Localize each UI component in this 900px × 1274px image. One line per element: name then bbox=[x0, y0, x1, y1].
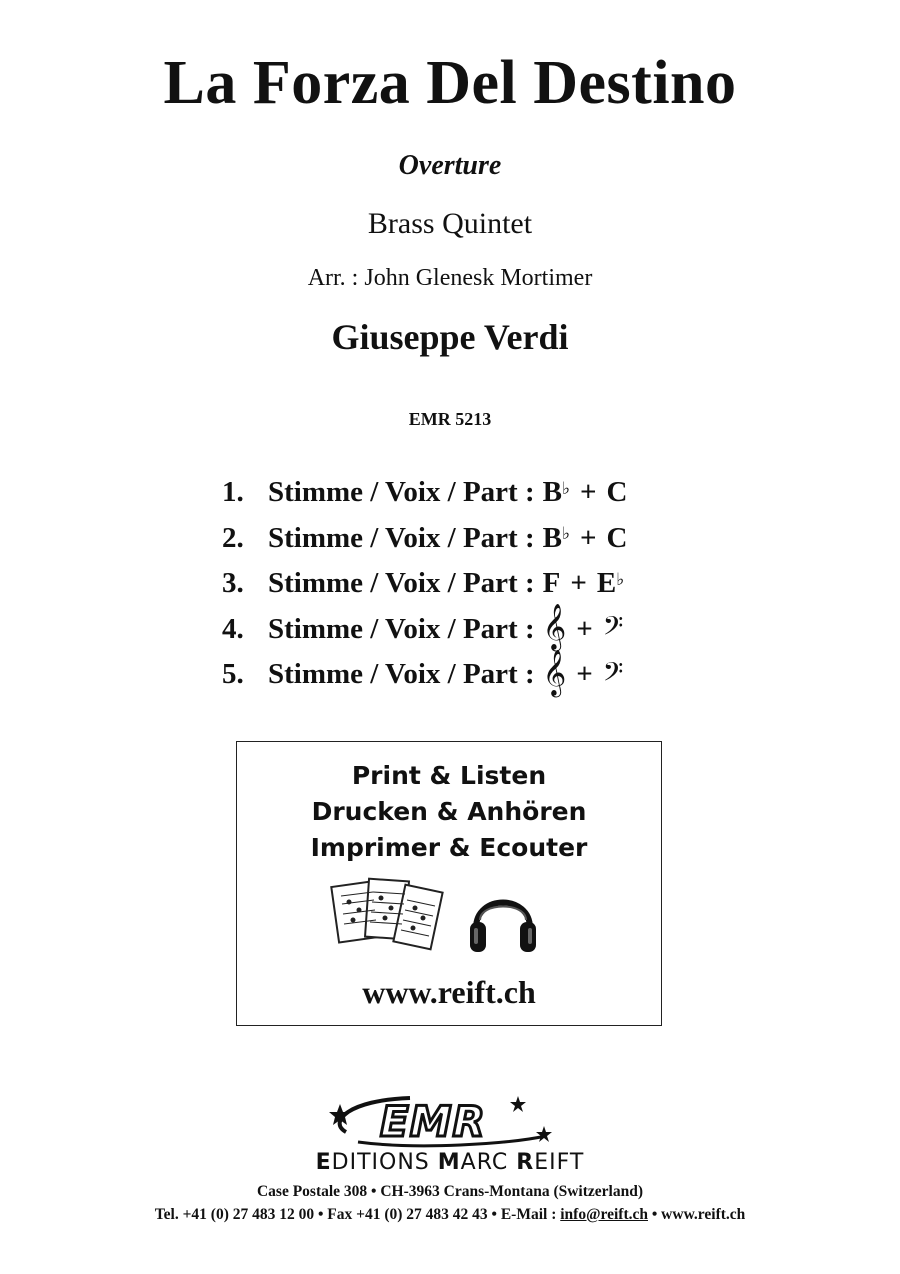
catalog-number: EMR 5213 bbox=[408, 409, 492, 429]
treble-clef-icon: 𝄞 bbox=[542, 604, 567, 651]
subtitle: Overture bbox=[398, 150, 502, 181]
publisher-word: EIFT bbox=[534, 1150, 585, 1175]
plus-sign: + bbox=[576, 612, 593, 645]
headphones-icon bbox=[468, 880, 538, 956]
publisher-name bbox=[0, 1150, 900, 1175]
part-item bbox=[222, 516, 627, 562]
part-number: 3. bbox=[222, 567, 244, 600]
key-name: C bbox=[606, 476, 628, 509]
plus-sign: + bbox=[579, 476, 597, 509]
promo-url: www.reift.ch bbox=[362, 974, 536, 1010]
contact-website: • www.reift.ch bbox=[648, 1206, 746, 1223]
promo-line-german: Drucken & Anhören bbox=[311, 797, 587, 826]
part-keys bbox=[543, 476, 628, 509]
flat-sign: ♭ bbox=[616, 569, 625, 589]
part-number: 2. bbox=[222, 521, 244, 554]
key-name: B bbox=[542, 521, 562, 554]
part-label: Stimme / Voix / Part : bbox=[268, 476, 535, 509]
part-item bbox=[222, 604, 627, 653]
promo-line-french: Imprimer & Ecouter bbox=[310, 833, 588, 862]
part-label: Stimme / Voix / Part : bbox=[268, 567, 535, 600]
print-listen-box bbox=[236, 741, 662, 1026]
part-keys bbox=[542, 649, 624, 696]
promo-line-english: Print & Listen bbox=[351, 761, 547, 790]
composer: Giuseppe Verdi bbox=[331, 317, 569, 357]
bass-clef-icon: 𝄢 bbox=[602, 655, 624, 694]
key-name: B bbox=[542, 476, 562, 509]
svg-text:EMR: EMR bbox=[380, 1097, 486, 1146]
part-label: Stimme / Voix / Part : bbox=[268, 521, 535, 554]
title: La Forza Del Destino bbox=[163, 49, 737, 117]
treble-clef-icon: 𝄞 bbox=[542, 649, 567, 696]
plus-sign: + bbox=[579, 521, 597, 554]
promo-lines bbox=[237, 758, 661, 866]
part-label: Stimme / Voix / Part : bbox=[268, 612, 535, 645]
publisher-contact bbox=[0, 1206, 900, 1224]
key-name: F bbox=[542, 567, 561, 600]
publisher-address: Case Postale 308 • CH-3963 Crans-Montana (Switzerland) bbox=[256, 1183, 643, 1200]
sheet-music-icon bbox=[329, 874, 449, 958]
flat-sign: ♭ bbox=[561, 524, 570, 544]
part-number: 1. bbox=[222, 476, 244, 509]
publisher-word: ARC bbox=[460, 1150, 517, 1175]
part-item bbox=[222, 649, 627, 698]
emr-logo bbox=[318, 1092, 558, 1150]
key-name: C bbox=[606, 521, 628, 554]
arranger: Arr. : John Glenesk Mortimer bbox=[307, 265, 593, 291]
publisher-initial: R bbox=[516, 1150, 535, 1175]
email-link[interactable]: info@reift.ch bbox=[560, 1206, 648, 1223]
publisher-word: DITIONS bbox=[331, 1150, 438, 1175]
plus-sign: + bbox=[576, 658, 593, 691]
part-number: 4. bbox=[222, 612, 244, 645]
publisher-initial: M bbox=[437, 1150, 461, 1175]
part-keys bbox=[542, 604, 624, 651]
bass-clef-icon: 𝄢 bbox=[602, 610, 624, 649]
part-item bbox=[222, 470, 627, 516]
instrumentation: Brass Quintet bbox=[367, 207, 533, 240]
part-label: Stimme / Voix / Part : bbox=[268, 658, 535, 691]
part-number: 5. bbox=[222, 658, 244, 691]
contact-phone-fax: Tel. +41 (0) 27 483 12 00 • Fax +41 (0) 27 483 42 43 • E-Mail : bbox=[154, 1206, 561, 1223]
part-keys bbox=[543, 567, 625, 600]
parts-list bbox=[222, 470, 627, 698]
part-keys bbox=[543, 522, 628, 555]
part-item bbox=[222, 561, 627, 607]
flat-sign: ♭ bbox=[561, 478, 570, 498]
promo-icons bbox=[237, 872, 661, 962]
key-name: E bbox=[596, 567, 617, 600]
publisher-initial: E bbox=[315, 1150, 332, 1175]
plus-sign: + bbox=[570, 567, 587, 600]
